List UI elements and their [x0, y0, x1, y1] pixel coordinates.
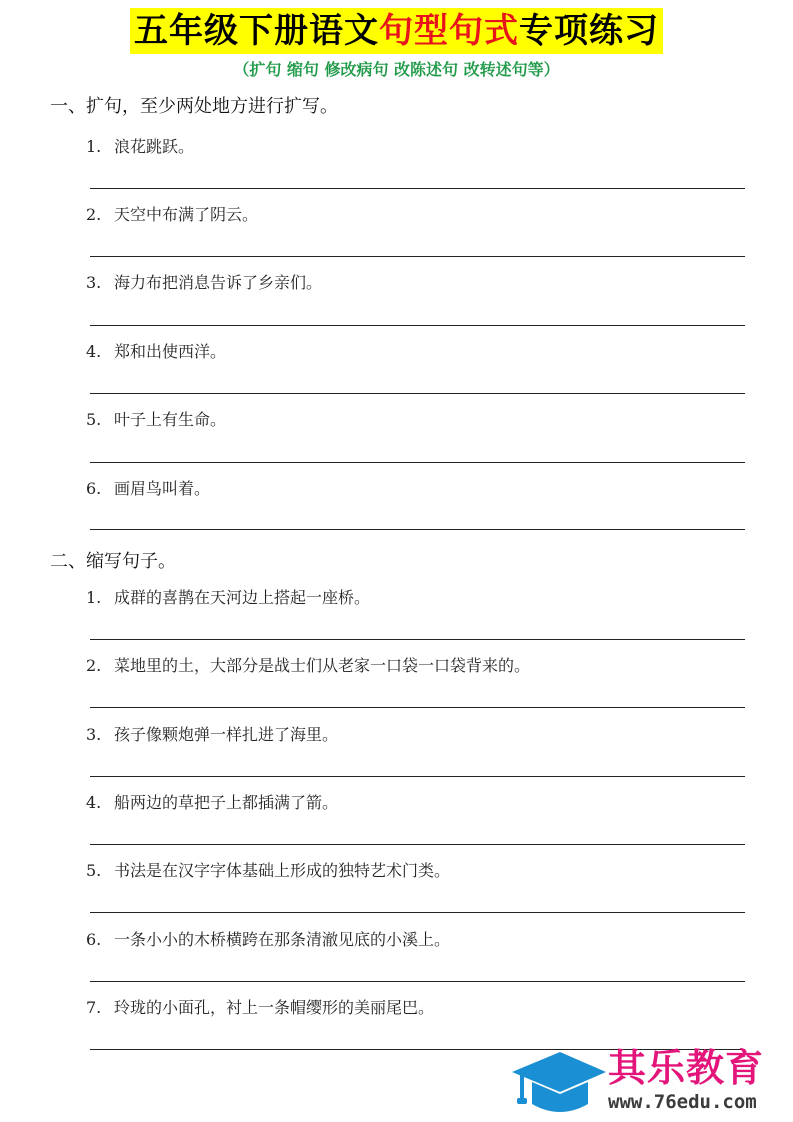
- question-text: 孩子像颗炮弹一样扎进了海里。: [114, 725, 339, 744]
- brand-name: 其乐教育: [608, 1046, 765, 1090]
- question-number: 4.: [86, 793, 102, 812]
- question-item: [86, 724, 338, 746]
- page-subtitle: （扩句 缩句 修改病句 改陈述句 改转述句等）: [233, 60, 560, 79]
- brand-logo: [508, 1044, 793, 1122]
- question-item: [86, 409, 226, 431]
- section-1-heading: 一、扩句，至少两处地方进行扩写。: [50, 96, 338, 117]
- question-number: 2.: [86, 205, 102, 224]
- page-title: [130, 8, 663, 54]
- question-item: [86, 587, 370, 609]
- answer-line[interactable]: [90, 188, 745, 189]
- question-text: 天空中布满了阴云。: [114, 205, 259, 224]
- question-number: 2.: [86, 656, 102, 675]
- section-2-heading: 二、缩写句子。: [50, 551, 176, 572]
- question-item: [86, 204, 258, 226]
- title-part-1: 五年级下册语文: [134, 11, 379, 51]
- question-number: 5.: [86, 410, 102, 429]
- brand-url: www.76edu.com: [608, 1091, 757, 1113]
- question-item: [86, 997, 434, 1019]
- answer-line[interactable]: [90, 256, 745, 257]
- answer-line[interactable]: [90, 639, 745, 640]
- answer-line[interactable]: [90, 912, 745, 913]
- question-text: 浪花跳跃。: [114, 137, 195, 156]
- question-text: 书法是在汉字字体基础上形成的独特艺术门类。: [114, 861, 451, 880]
- title-part-3: 专项练习: [519, 11, 659, 51]
- answer-line[interactable]: [90, 844, 745, 845]
- question-number: 1.: [86, 137, 102, 156]
- question-item: [86, 136, 194, 158]
- answer-line[interactable]: [90, 707, 745, 708]
- question-number: 3.: [86, 725, 102, 744]
- answer-line[interactable]: [90, 462, 745, 463]
- question-text: 菜地里的土，大部分是战士们从老家一口袋一口袋背来的。: [114, 656, 531, 675]
- answer-line[interactable]: [90, 393, 745, 394]
- question-item: [86, 860, 450, 882]
- question-item: [86, 341, 226, 363]
- question-number: 4.: [86, 342, 102, 361]
- question-text: 船两边的草把子上都插满了箭。: [114, 793, 339, 812]
- question-item: [86, 929, 450, 951]
- answer-line[interactable]: [90, 981, 745, 982]
- question-text: 画眉鸟叫着。: [114, 479, 211, 498]
- graduation-cap-icon: [508, 1044, 608, 1120]
- question-item: [86, 272, 322, 294]
- title-part-2-highlight: 句型句式: [379, 11, 519, 51]
- answer-line[interactable]: [90, 529, 745, 530]
- question-item: [86, 655, 530, 677]
- question-item: [86, 478, 210, 500]
- answer-line[interactable]: [90, 776, 745, 777]
- answer-line[interactable]: [90, 325, 745, 326]
- question-text: 海力布把消息告诉了乡亲们。: [114, 273, 323, 292]
- question-text: 成群的喜鹊在天河边上搭起一座桥。: [114, 588, 371, 607]
- title-bar: [0, 8, 793, 54]
- question-number: 3.: [86, 273, 102, 292]
- question-number: 7.: [86, 998, 102, 1017]
- question-number: 1.: [86, 588, 102, 607]
- question-number: 6.: [86, 930, 102, 949]
- question-number: 6.: [86, 479, 102, 498]
- question-text: 叶子上有生命。: [114, 410, 227, 429]
- question-number: 5.: [86, 861, 102, 880]
- question-text: 玲珑的小面孔，衬上一条帽缨形的美丽尾巴。: [114, 998, 435, 1017]
- question-text: 郑和出使西洋。: [114, 342, 227, 361]
- question-item: [86, 792, 338, 814]
- question-text: 一条小小的木桥横跨在那条清澈见底的小溪上。: [114, 930, 451, 949]
